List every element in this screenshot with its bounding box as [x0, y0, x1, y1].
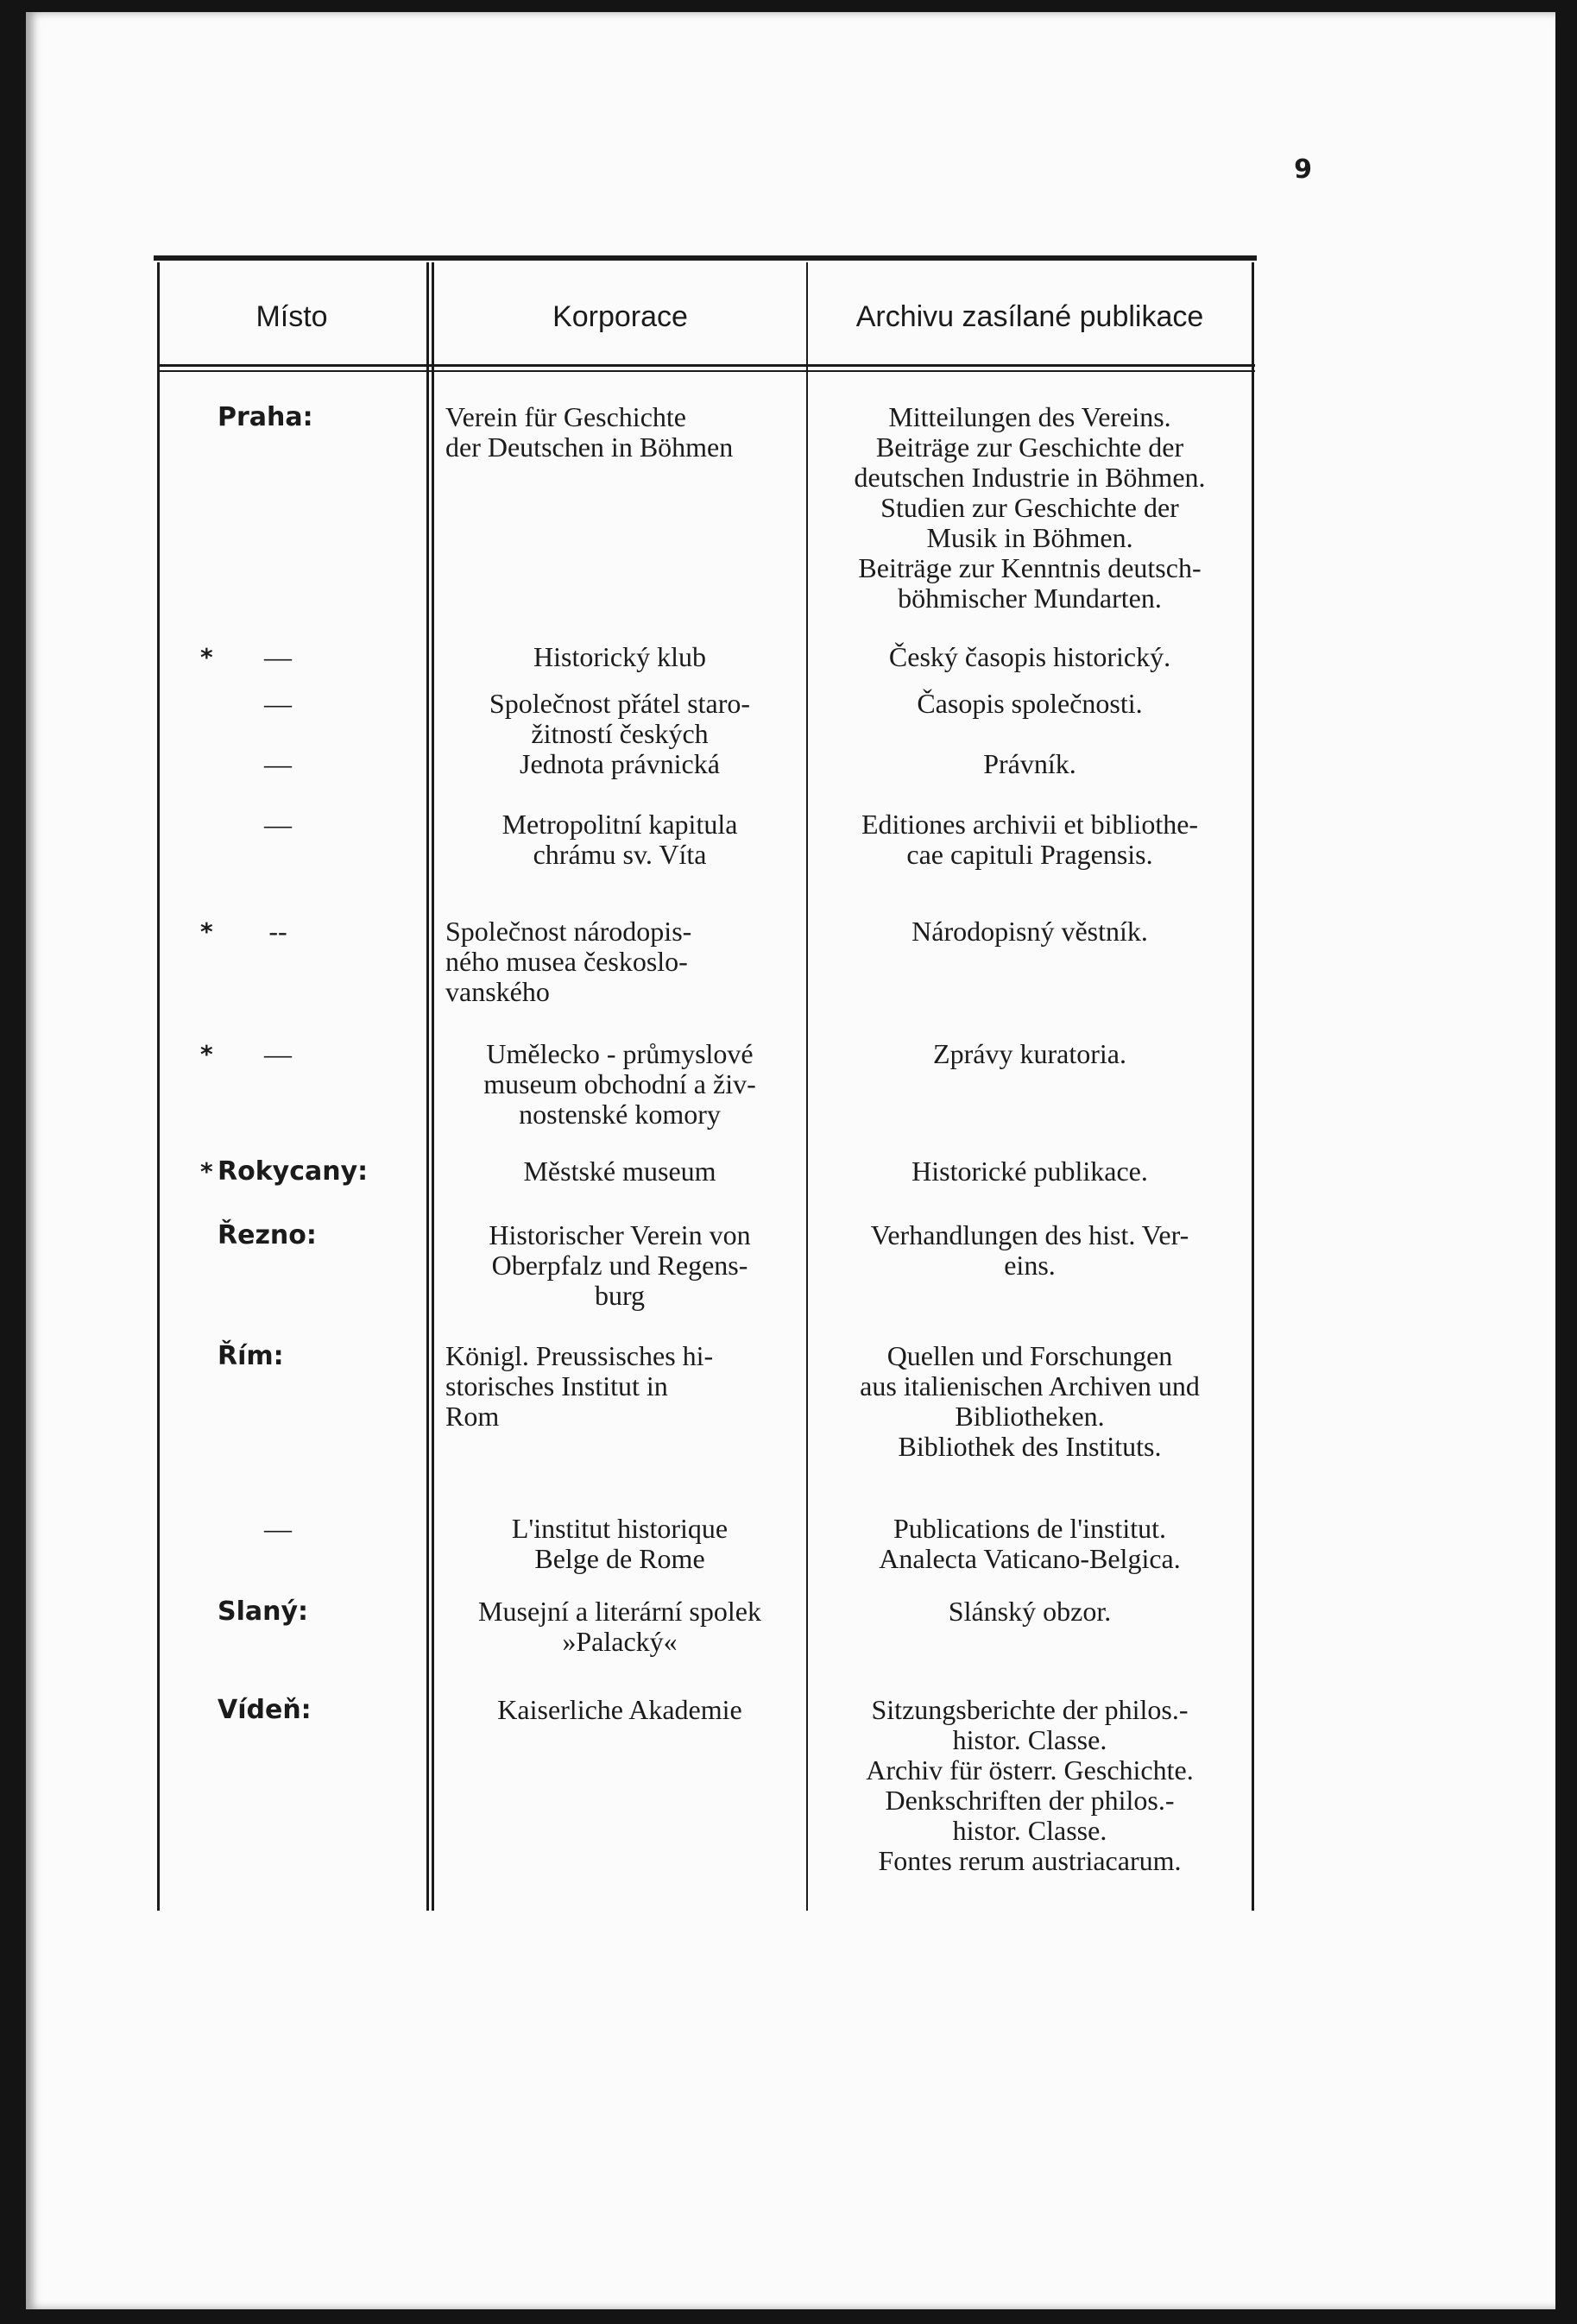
publication-line: Editiones archivii et bibliothe- [861, 809, 1199, 840]
corporation-line: Společnost přátel staro- [489, 688, 751, 719]
corporation-line: »Palacký« [562, 1626, 678, 1657]
row-publications [820, 1597, 1240, 1627]
column-rule [1252, 262, 1254, 1911]
row-star-mark: * [200, 643, 213, 671]
row-place: -- [268, 916, 287, 947]
row-corporation [445, 749, 794, 779]
publication-line: histor. Classe. [952, 1724, 1107, 1755]
row-place: — [264, 809, 292, 840]
row-place: — [264, 688, 292, 719]
row-corporation [445, 1695, 794, 1725]
publication-line: Quellen und Forschungen [886, 1340, 1173, 1371]
publication-line: Archiv für österr. Geschichte. [866, 1754, 1194, 1786]
row-corporation [445, 1341, 794, 1432]
column-rule [806, 262, 808, 1911]
corporation-line: Jednota právnická [520, 748, 720, 779]
publication-line: cae capituli Pragensis. [906, 839, 1153, 870]
row-publications [820, 1341, 1240, 1462]
row-corporation [445, 642, 794, 672]
row-publications [820, 1695, 1240, 1876]
row-corporation [445, 1597, 794, 1657]
row-corporation [445, 1156, 794, 1187]
publication-line: Bibliotheken. [955, 1401, 1105, 1432]
publication-line: Časopis společnosti. [917, 688, 1143, 719]
header-rule [157, 370, 1255, 372]
publication-line: Fontes rerum austriacarum. [878, 1845, 1182, 1876]
row-corporation [445, 1514, 794, 1574]
header-rule [157, 364, 1255, 367]
row-star-mark: * [200, 1157, 213, 1186]
corporation-line: žitností českých [531, 718, 709, 749]
row-place: — [264, 641, 292, 672]
publication-line: Národopisný věstník. [912, 916, 1148, 947]
corporation-line: chrámu sv. Víta [533, 839, 707, 870]
row-place: Rokycany: [218, 1156, 369, 1187]
row-place: — [264, 748, 292, 779]
corporation-line: burg [594, 1280, 646, 1311]
corporation-line: Historický klub [533, 641, 706, 672]
column-rule [157, 262, 160, 1911]
row-publications [820, 1039, 1240, 1069]
row-publications [820, 1220, 1240, 1281]
corporation-line: Metropolitní kapitula [501, 809, 738, 840]
row-place: Slaný: [218, 1597, 309, 1627]
publication-line: Verhandlungen des hist. Ver- [870, 1219, 1189, 1250]
publication-line: Studien zur Geschichte der [880, 492, 1179, 523]
row-corporation [445, 809, 794, 870]
row-corporation [445, 402, 794, 463]
corporation-line: L'institut historique [511, 1513, 729, 1544]
row-corporation [445, 689, 794, 749]
row-publications [820, 642, 1240, 672]
document-page [26, 12, 1555, 2309]
corporation-line: Kaiserliche Akademie [497, 1694, 742, 1725]
corporation-line: museum obchodní a živ- [483, 1068, 756, 1099]
corporation-line: Umělecko - průmyslové [486, 1038, 754, 1069]
publication-line: eins. [1004, 1250, 1056, 1281]
page-number: 9 [1294, 154, 1312, 185]
publication-line: Právník. [983, 748, 1076, 779]
row-place: Vídeň: [218, 1695, 312, 1725]
corporation-line: Městské museum [523, 1156, 716, 1187]
corporation-line: Společnost národopis- [445, 916, 692, 947]
corporation-line: der Deutschen in Böhmen [445, 431, 734, 463]
publication-line: Bibliothek des Instituts. [898, 1431, 1162, 1462]
publication-line: Beiträge zur Geschichte der [875, 431, 1184, 463]
corporation-line: Oberpfalz und Regens- [491, 1250, 748, 1281]
corporation-line: storisches Institut in [445, 1370, 668, 1401]
publication-line: Publications de l'institut. [893, 1513, 1166, 1544]
publication-line: aus italienischen Archiven und [860, 1370, 1200, 1401]
table-top-rule [154, 255, 1257, 261]
header-korporace: Korporace [552, 300, 688, 333]
corporation-line: Rom [445, 1401, 500, 1432]
row-publications [820, 1156, 1240, 1187]
row-publications [820, 916, 1240, 947]
row-place: — [264, 1513, 292, 1544]
publication-line: böhmischer Mundarten. [898, 583, 1162, 614]
row-publications [820, 749, 1240, 779]
row-corporation [445, 916, 794, 1007]
corporation-line: Belge de Rome [534, 1543, 705, 1574]
corporation-line: vanského [445, 976, 550, 1007]
column-rule [426, 262, 429, 1911]
row-publications [820, 809, 1240, 870]
row-place: Praha: [218, 402, 313, 432]
corporation-line: Historischer Verein von [489, 1219, 751, 1250]
row-corporation [445, 1039, 794, 1130]
row-publications [820, 689, 1240, 719]
institutions-table [157, 262, 1255, 1911]
row-place: Řezno: [218, 1220, 317, 1250]
publication-line: histor. Classe. [952, 1815, 1107, 1846]
publication-line: Historické publikace. [912, 1156, 1148, 1187]
corporation-line: nostenské komory [519, 1099, 721, 1130]
corporation-line: Königl. Preussisches hi- [445, 1340, 714, 1371]
publication-line: Denkschriften der philos.- [885, 1785, 1175, 1816]
corporation-line: Verein für Geschichte [445, 401, 686, 432]
publication-line: Zprávy kuratoria. [933, 1038, 1126, 1069]
row-place: — [264, 1038, 292, 1069]
publication-line: Beiträge zur Kenntnis deutsch- [858, 552, 1202, 583]
row-place: Řím: [218, 1341, 284, 1371]
row-publications [820, 1514, 1240, 1574]
corporation-line: Musejní a literární spolek [478, 1596, 761, 1627]
column-rule [432, 262, 434, 1911]
publication-line: Slánský obzor. [948, 1596, 1112, 1627]
publication-line: deutschen Industrie in Böhmen. [854, 462, 1206, 493]
publication-line: Mitteilungen des Vereins. [888, 401, 1171, 432]
header-misto: Místo [255, 300, 328, 333]
row-star-mark: * [200, 1040, 213, 1068]
publication-line: Musik in Böhmen. [926, 522, 1133, 553]
publication-line: Analecta Vaticano-Belgica. [879, 1543, 1181, 1574]
header-publikace: Archivu zasílané publikace [855, 300, 1204, 333]
publication-line: Český časopis historický. [888, 641, 1171, 672]
row-publications [820, 402, 1240, 614]
publication-line: Sitzungsberichte der philos.- [871, 1694, 1189, 1725]
row-corporation [445, 1220, 794, 1311]
corporation-line: ného musea českoslo- [445, 946, 688, 977]
row-star-mark: * [200, 917, 213, 946]
